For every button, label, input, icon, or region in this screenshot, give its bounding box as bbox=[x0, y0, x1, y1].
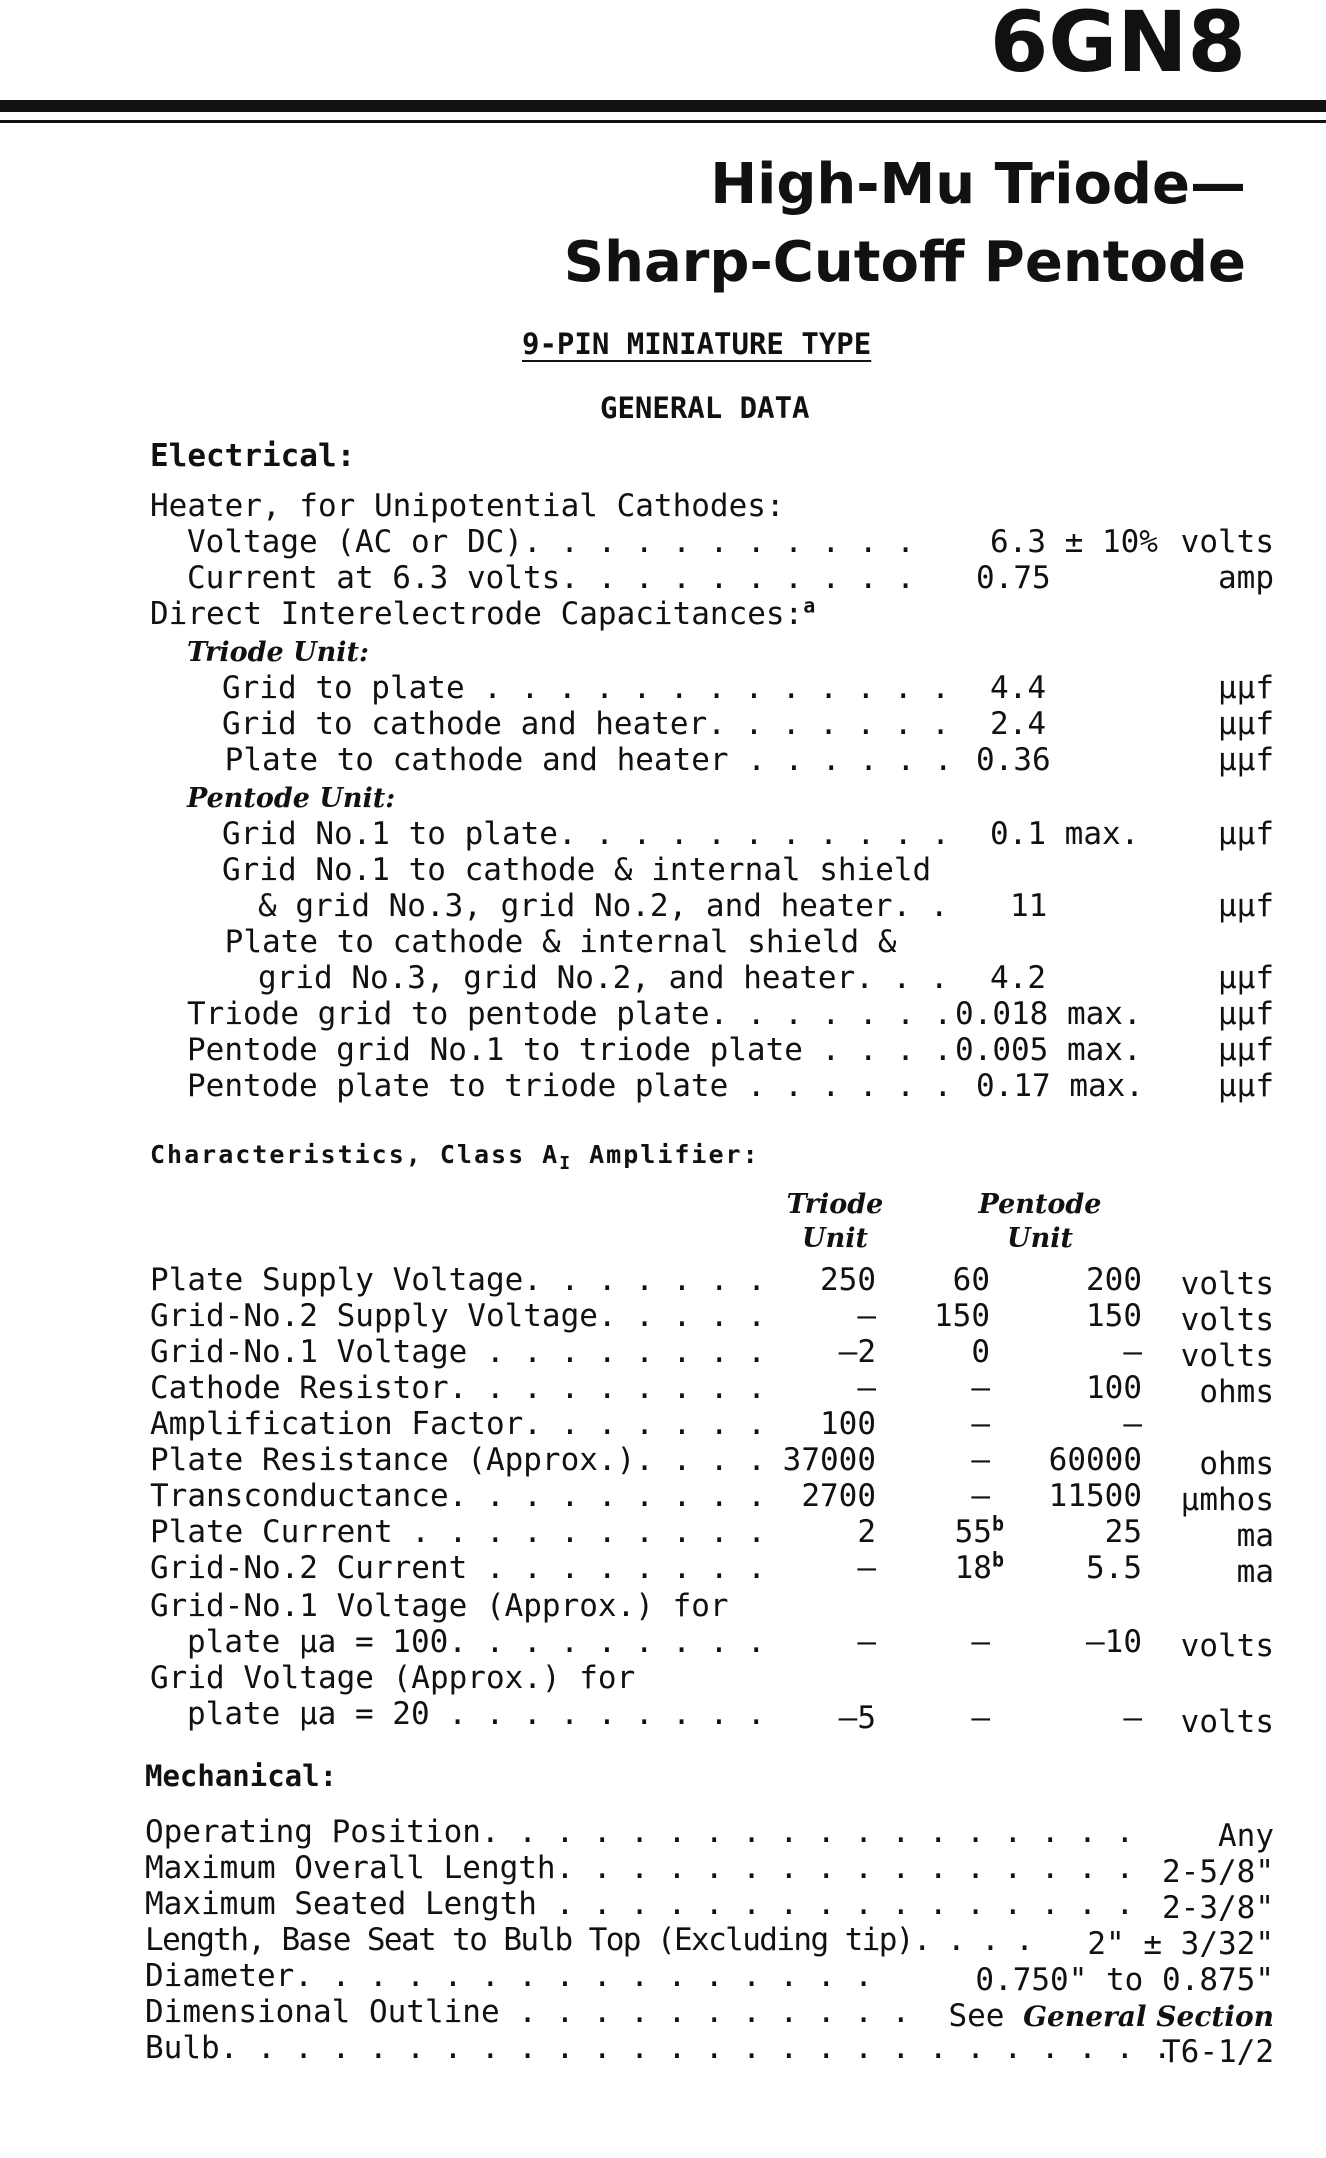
footnote-a: a bbox=[803, 593, 816, 618]
col-triode-unit-2: Unit bbox=[802, 1223, 868, 1254]
pentode-grid-triode-plate-value: 0.005 max. bbox=[955, 1032, 1142, 1068]
type-number: 6GN8 bbox=[989, 0, 1246, 91]
char-cutoff1-pent-a: – bbox=[971, 1624, 990, 1660]
char-amplification-pent-b: – bbox=[1123, 1406, 1142, 1442]
pentode-plate-cathode-line2: grid No.3, grid No.2, and heater. . . bbox=[258, 960, 949, 996]
char-cutoff2-unit: volts bbox=[1180, 1704, 1274, 1740]
char-transconductance-triode: 2700 bbox=[801, 1478, 876, 1514]
char-g1-voltage-pent-b: – bbox=[1123, 1334, 1142, 1370]
char-g2-supply-label: Grid-No.2 Supply Voltage. . . . . bbox=[150, 1298, 766, 1334]
char-cutoff1-line1: Grid-No.1 Voltage (Approx.) for bbox=[150, 1588, 729, 1624]
char-cutoff1-pent-b: –10 bbox=[1086, 1624, 1142, 1660]
triode-unit-label: Triode Unit: bbox=[187, 637, 369, 668]
triode-grid-cathode-value: 2.4 bbox=[990, 706, 1046, 742]
title-line-1: High-Mu Triode— bbox=[710, 152, 1246, 217]
mech-bulb-label: Bulb. . . . . . . . . . . . . . . . . . . . . . . . . . bbox=[145, 2030, 1172, 2066]
pentode-plate-cathode-value: 4.2 bbox=[990, 960, 1046, 996]
triode-grid-plate-value: 4.4 bbox=[990, 670, 1046, 706]
pentode-g1-plate-label: Grid No.1 to plate. . . . . . . . . . . bbox=[222, 816, 950, 852]
char-plate-resistance-pent-a: – bbox=[971, 1442, 990, 1478]
triode-grid-plate-label: Grid to plate . . . . . . . . . . . . . bbox=[222, 670, 950, 706]
header-rule-thin bbox=[0, 120, 1326, 123]
char-cathode-resistor-triode: – bbox=[857, 1370, 876, 1406]
char-g2-current-label: Grid-No.2 Current . . . . . . . . bbox=[150, 1550, 766, 1586]
char-plate-supply-label: Plate Supply Voltage. . . . . . . bbox=[150, 1262, 766, 1298]
triode-plate-cathode-unit: µµf bbox=[1218, 742, 1274, 778]
char-plate-resistance-label: Plate Resistance (Approx.). . . . bbox=[150, 1442, 766, 1478]
footnote-b: b bbox=[991, 1547, 1004, 1572]
characteristics-heading: Characteristics, Class $A_I$ Amplifier: bbox=[150, 1140, 760, 1174]
char-cutoff2-line2: plate µa = 20 . . . . . . . . . bbox=[187, 1696, 766, 1732]
pentode-plate-triode-plate-value: 0.17 max. bbox=[976, 1068, 1144, 1104]
char-cathode-resistor-label: Cathode Resistor. . . . . . . . . bbox=[150, 1370, 766, 1406]
col-pentode-unit-2: Unit bbox=[1007, 1223, 1073, 1254]
pentode-plate-triode-plate-unit: µµf bbox=[1218, 1068, 1274, 1104]
triode-grid-plate-unit: µµf bbox=[1218, 670, 1274, 706]
char-g2-current-unit: ma bbox=[1236, 1554, 1274, 1590]
pentode-plate-cathode-line1: Plate to cathode & internal shield & bbox=[206, 924, 897, 960]
mech-diameter-value: 0.750" to 0.875" bbox=[975, 1962, 1274, 1998]
heater-current-value: 0.75 bbox=[976, 560, 1051, 596]
char-transconductance-pent-b: 11500 bbox=[1048, 1478, 1142, 1514]
char-plate-supply-pent-a: 60 bbox=[952, 1262, 990, 1298]
char-amplification-pent-a: – bbox=[971, 1406, 990, 1442]
char-plate-resistance-triode: 37000 bbox=[782, 1442, 876, 1478]
pentode-plate-cathode-unit: µµf bbox=[1218, 960, 1274, 996]
pentode-unit-label: Pentode Unit: bbox=[187, 783, 396, 814]
heater-voltage-value: 6.3 ± 10% bbox=[990, 524, 1158, 560]
mech-bulb-value: T6-1/2 bbox=[1162, 2034, 1274, 2070]
class-subscript: I bbox=[559, 1153, 573, 1174]
char-amplification-label: Amplification Factor. . . . . . . bbox=[150, 1406, 766, 1442]
col-triode-unit-1: Triode bbox=[786, 1189, 884, 1220]
heater-current-unit: amp bbox=[1218, 560, 1274, 596]
triode-grid-cathode-label: Grid to cathode and heater. . . . . . . bbox=[222, 706, 950, 742]
pentode-grid-triode-plate-label: Pentode grid No.1 to triode plate . . . . bbox=[187, 1032, 953, 1068]
char-cathode-resistor-pent-a: – bbox=[971, 1370, 990, 1406]
char-cathode-resistor-pent-b: 100 bbox=[1086, 1370, 1142, 1406]
triode-grid-cathode-unit: µµf bbox=[1218, 706, 1274, 742]
heater-voltage-unit: volts bbox=[1180, 524, 1274, 560]
char-g1-voltage-unit: volts bbox=[1180, 1338, 1274, 1374]
char-g2-supply-pent-a: 150 bbox=[934, 1298, 990, 1334]
triode-grid-pentode-plate-value: 0.018 max. bbox=[955, 996, 1142, 1032]
char-g1-voltage-pent-a: 0 bbox=[971, 1334, 990, 1370]
mech-overall-length-value: 2-5/8" bbox=[1162, 1854, 1274, 1890]
heater-label: Heater, for Unipotential Cathodes: bbox=[150, 488, 785, 524]
char-plate-current-triode: 2 bbox=[857, 1514, 876, 1550]
char-g2-current-triode: – bbox=[857, 1550, 876, 1586]
char-g2-supply-unit: volts bbox=[1180, 1302, 1274, 1338]
char-plate-current-pent-b: 25 bbox=[1104, 1514, 1142, 1550]
char-plate-resistance-pent-b: 60000 bbox=[1048, 1442, 1142, 1478]
char-cutoff1-line2: plate µa = 100. . . . . . . . . bbox=[187, 1624, 766, 1660]
triode-grid-pentode-plate-label: Triode grid to pentode plate. . . . . . . bbox=[187, 996, 953, 1032]
pentode-g1-cathode-line2: & grid No.3, grid No.2, and heater. . bbox=[258, 888, 949, 924]
heater-voltage-label: Voltage (AC or DC). . . . . . . . . . . bbox=[187, 524, 915, 560]
char-plate-current-unit: ma bbox=[1236, 1518, 1274, 1554]
electrical-heading: Electrical: bbox=[150, 438, 356, 474]
subtitle: 9-PIN MINIATURE TYPE bbox=[522, 327, 872, 361]
heater-current-label: Current at 6.3 volts. . . . . . . . . . bbox=[187, 560, 915, 596]
char-g2-current-pent-a: 18$^b$ bbox=[954, 1547, 1004, 1586]
mechanical-heading: Mechanical: bbox=[145, 1759, 338, 1793]
char-plate-supply-triode: 250 bbox=[820, 1262, 876, 1298]
mech-overall-length-label: Maximum Overall Length. . . . . . . . . . . . . . . . bbox=[145, 1850, 1135, 1886]
pentode-g1-cathode-unit: µµf bbox=[1218, 888, 1274, 924]
mech-seated-length-label: Maximum Seated Length . . . . . . . . . . . . . . . . bbox=[145, 1886, 1135, 1922]
footnote-b: b bbox=[991, 1511, 1004, 1536]
triode-grid-pentode-plate-unit: µµf bbox=[1218, 996, 1274, 1032]
char-plate-supply-unit: volts bbox=[1180, 1266, 1274, 1302]
char-cutoff2-pent-b: – bbox=[1123, 1700, 1142, 1736]
mech-operating-position-label: Operating Position. . . . . . . . . . . . . . . . . . bbox=[145, 1814, 1135, 1850]
char-cutoff1-unit: volts bbox=[1180, 1628, 1274, 1664]
char-cutoff2-pent-a: – bbox=[971, 1700, 990, 1736]
pentode-g1-cathode-line1: Grid No.1 to cathode & internal shield bbox=[222, 852, 932, 888]
pentode-g1-plate-value: 0.1 max. bbox=[990, 816, 1140, 852]
mech-outline-value: See General Section bbox=[948, 1998, 1274, 2034]
pentode-g1-cathode-value: 11 bbox=[1010, 888, 1048, 924]
char-plate-supply-pent-b: 200 bbox=[1086, 1262, 1142, 1298]
triode-plate-cathode-value: 0.36 bbox=[976, 742, 1051, 778]
char-cutoff2-line1: Grid Voltage (Approx.) for bbox=[150, 1660, 636, 1696]
mech-base-to-top-label: Length, Base Seat to Bulb Top (Excluding tip). . . . bbox=[145, 1922, 1033, 1958]
header-rule-thick bbox=[0, 100, 1326, 112]
mech-outline-italic: General Section bbox=[1023, 2000, 1274, 2033]
char-cutoff1-triode: – bbox=[857, 1624, 876, 1660]
char-plate-current-label: Plate Current . . . . . . . . . . bbox=[150, 1514, 766, 1550]
char-amplification-triode: 100 bbox=[820, 1406, 876, 1442]
mech-seated-length-value: 2-3/8" bbox=[1162, 1890, 1274, 1926]
char-transconductance-unit: µmhos bbox=[1180, 1482, 1274, 1518]
char-g2-current-pent-b: 5.5 bbox=[1086, 1550, 1142, 1586]
capacitances-label: Direct Interelectrode Capacitances:$^a$ bbox=[150, 593, 816, 632]
char-transconductance-pent-a: – bbox=[971, 1478, 990, 1514]
char-g2-supply-triode: – bbox=[857, 1298, 876, 1334]
col-pentode-unit-1: Pentode bbox=[978, 1189, 1102, 1220]
mech-base-to-top-value: 2" ± 3/32" bbox=[1087, 1926, 1274, 1962]
pentode-grid-triode-plate-unit: µµf bbox=[1218, 1032, 1274, 1068]
general-data-heading: GENERAL DATA bbox=[600, 391, 810, 425]
title-line-2: Sharp-Cutoff Pentode bbox=[563, 230, 1246, 295]
char-g2-supply-pent-b: 150 bbox=[1086, 1298, 1142, 1334]
char-plate-current-pent-a: 55$^b$ bbox=[954, 1511, 1004, 1550]
pentode-g1-plate-unit: µµf bbox=[1218, 816, 1274, 852]
mech-diameter-label: Diameter. . . . . . . . . . . . . . . . bbox=[145, 1958, 873, 1994]
char-transconductance-label: Transconductance. . . . . . . . . bbox=[150, 1478, 766, 1514]
triode-plate-cathode-label: Plate to cathode and heater . . . . . . bbox=[206, 742, 953, 778]
char-g1-voltage-triode: –2 bbox=[838, 1334, 876, 1370]
pentode-plate-triode-plate-label: Pentode plate to triode plate . . . . . . bbox=[187, 1068, 953, 1104]
char-g1-voltage-label: Grid-No.1 Voltage . . . . . . . . bbox=[150, 1334, 766, 1370]
char-plate-resistance-unit: ohms bbox=[1199, 1446, 1274, 1482]
char-cathode-resistor-unit: ohms bbox=[1199, 1374, 1274, 1410]
mech-operating-position-value: Any bbox=[1218, 1818, 1274, 1854]
char-cutoff2-triode: –5 bbox=[838, 1700, 876, 1736]
mech-outline-label: Dimensional Outline . . . . . . . . . . . bbox=[145, 1994, 911, 2030]
